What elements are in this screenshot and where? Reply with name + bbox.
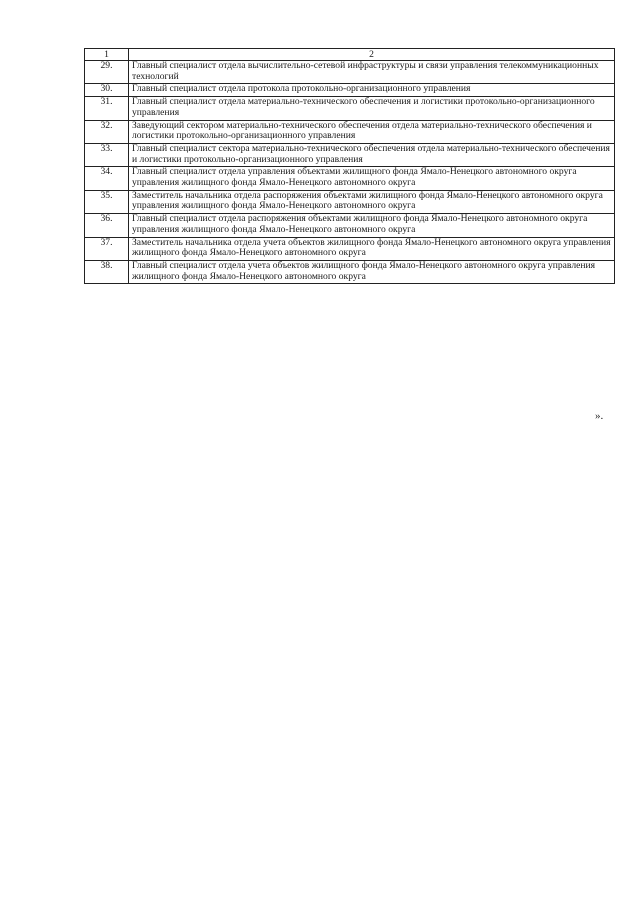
position-title: Главный специалист сектора материально-технического обеспечения отдела материально-технического обеспечения и логистики протокольно-организационного управления [129,143,615,166]
row-number: 34. [85,167,129,190]
position-title: Заведующий сектором материально-технического обеспечения отдела материально-технического обеспечения и логистики протокольно-организационного управления [129,120,615,143]
column-header-title: 2 [129,49,615,61]
position-title: Главный специалист отдела распоряжения объектами жилищного фонда Ямало-Ненецкого автономного округа управления жилищного фонда Ямало-Ненецкого автономного округа [129,214,615,237]
table-row [85,237,615,260]
position-title: Главный специалист отдела протокола протокольно-организационного управления [129,84,615,97]
table-row [85,61,615,84]
row-number: 38. [85,260,129,283]
position-title: Главный специалист отдела материально-технического обеспечения и логистики протокольно-организационного управления [129,97,615,120]
row-number: 36. [85,214,129,237]
position-title: Главный специалист отдела вычислительно-сетевой инфраструктуры и связи управления телекоммуникационных технологий [129,61,615,84]
position-title: Заместитель начальника отдела учета объектов жилищного фонда Ямало-Ненецкого автономного округа управления жилищного фонда Ямало-Ненецкого автономного округа [129,237,615,260]
column-header-number: 1 [85,49,129,61]
table-row [85,120,615,143]
row-number: 37. [85,237,129,260]
row-number: 29. [85,61,129,84]
row-number: 35. [85,190,129,213]
table-row [85,260,615,283]
table-row [85,214,615,237]
table-row [85,190,615,213]
row-number: 30. [85,84,129,97]
table-header-row [85,49,615,61]
table-row [85,97,615,120]
table-row [85,143,615,166]
position-title: Главный специалист отдела управления объектами жилищного фонда Ямало-Ненецкого автономного округа управления жилищного фонда Ямало-Ненецкого автономного округа [129,167,615,190]
table-row [85,167,615,190]
position-title: Заместитель начальника отдела распоряжения объектами жилищного фонда Ямало-Ненецкого автономного округа управления жилищного фонда Ямало-Ненецкого автономного округа [129,190,615,213]
closing-quote-mark: ». [595,410,604,422]
row-number: 33. [85,143,129,166]
row-number: 31. [85,97,129,120]
row-number: 32. [85,120,129,143]
table-row [85,84,615,97]
position-title: Главный специалист отдела учета объектов жилищного фонда Ямало-Ненецкого автономного округа управления жилищного фонда Ямало-Ненецкого автономного округа [129,260,615,283]
positions-table [84,48,615,284]
